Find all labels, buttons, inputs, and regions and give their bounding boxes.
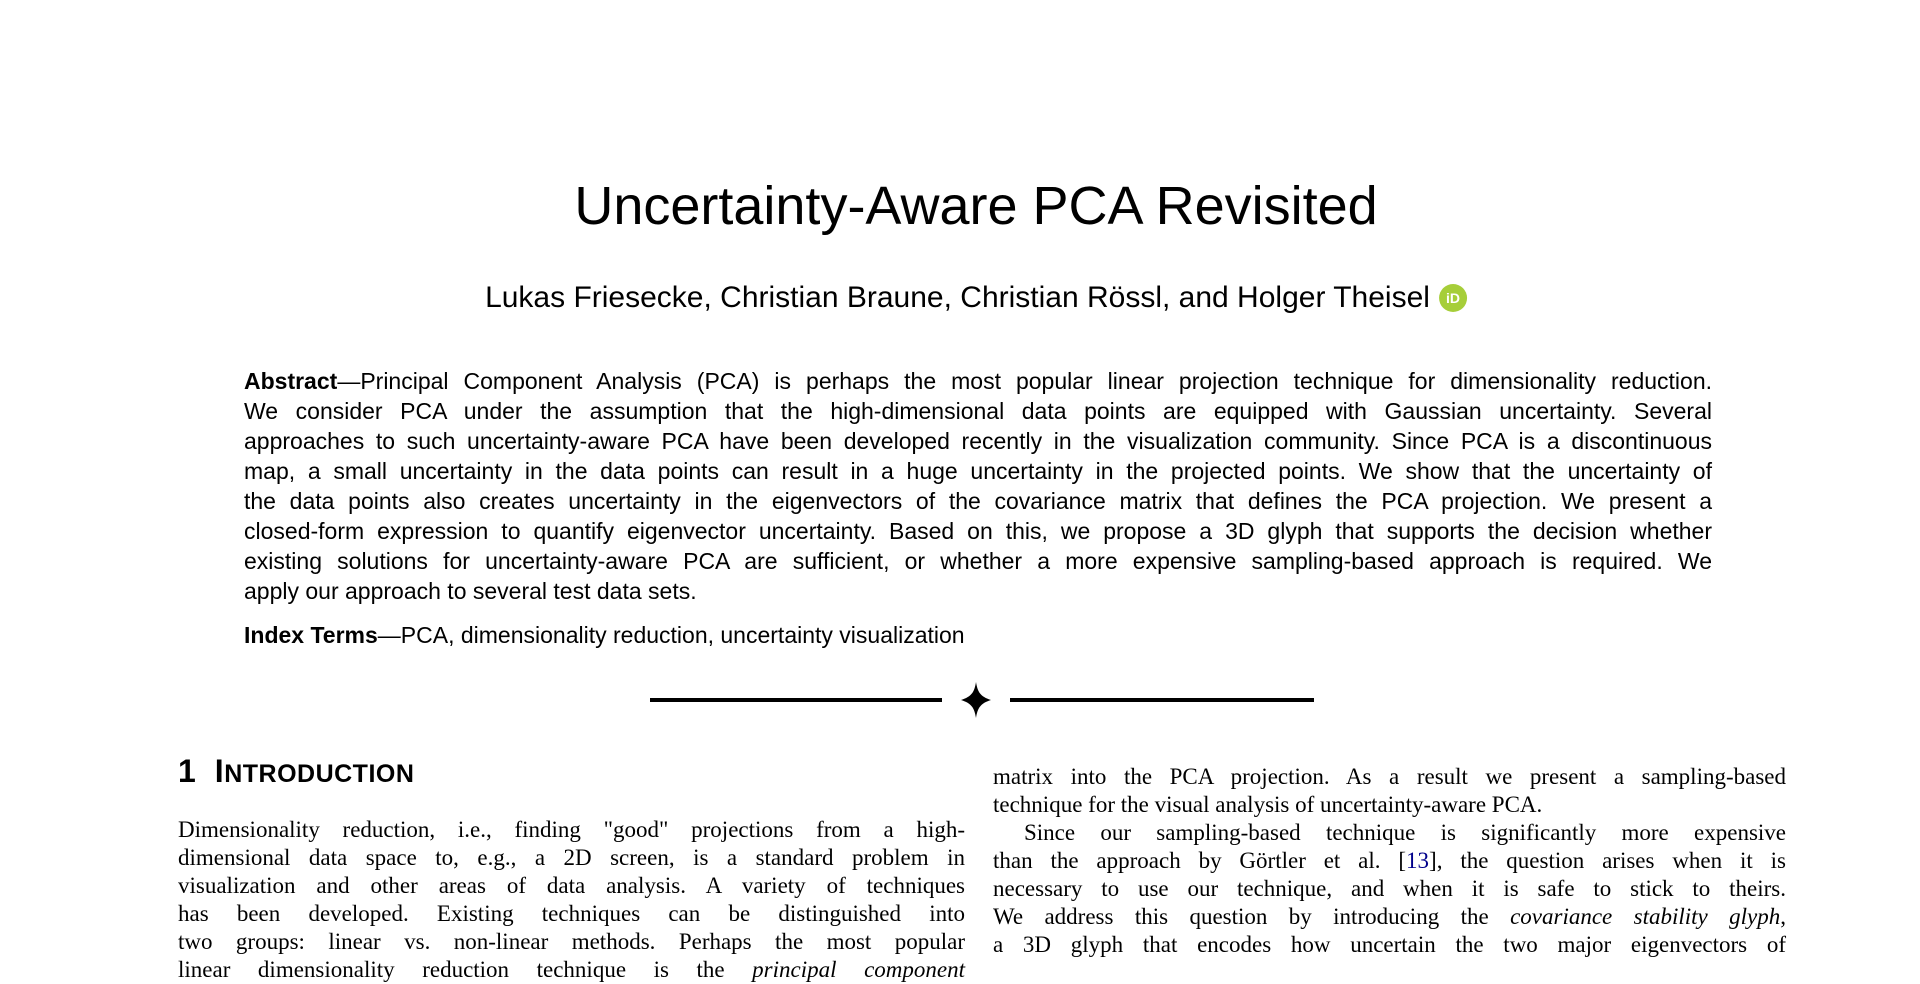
text-segment: technique for the visual analysis of uncertainty-aware PCA.: [993, 792, 1543, 817]
text-segment: linear dimensionality reduction technique is the: [178, 957, 753, 982]
text-line: [178, 816, 965, 844]
text-segment: We address this question by introducing the: [993, 904, 1511, 929]
text-line: [993, 875, 1786, 903]
text-line: [178, 956, 965, 984]
text-line: [178, 844, 965, 872]
authors-names: Lukas Friesecke, Christian Braune, Christian Rössl, and Holger Theisel: [485, 281, 1430, 314]
paper-title: Uncertainty-Aware PCA Revisited: [574, 176, 1378, 236]
citation-link[interactable]: 13: [1406, 848, 1430, 873]
text-segment: two groups: linear vs. non-linear methods. Perhaps the most popular: [178, 929, 965, 954]
authors-line: [485, 281, 1467, 315]
text-line: [178, 872, 965, 900]
text-segment: Since our sampling-based technique is significantly more expensive: [1024, 820, 1786, 845]
text-line: [244, 396, 1712, 426]
text-segment: covariance stability glyph: [1510, 904, 1781, 929]
text-segment: visualization and other areas of data analysis. A variety of techniques: [178, 873, 965, 898]
text-line: [244, 366, 1712, 396]
text-segment: the data points also creates uncertainty in the eigenvectors of the covariance matrix that defines the PCA projection. We present a: [244, 488, 1712, 514]
text-segment: ], the question arises when it is: [1429, 848, 1786, 873]
text-segment: than the approach by Görtler et al. [: [993, 848, 1407, 873]
text-line: [178, 900, 965, 928]
divider-rule-left: [650, 698, 942, 702]
text-line: [993, 931, 1786, 959]
section-title-initial: I: [214, 753, 225, 789]
section-number: 1: [178, 753, 196, 789]
section-heading-introduction: [178, 755, 414, 794]
index-terms-line: [244, 620, 1712, 650]
text-segment: matrix into the PCA projection. As a result we present a sampling-based: [993, 764, 1786, 789]
text-segment: necessary to use our technique, and when it is safe to stick to theirs.: [993, 876, 1786, 901]
orcid-icon[interactable]: iD: [1439, 284, 1467, 312]
text-segment: ,: [1780, 904, 1786, 929]
text-line: [178, 928, 965, 956]
text-line: [993, 847, 1786, 875]
body-right-column: [993, 763, 1786, 959]
text-line: [993, 903, 1786, 931]
text-segment: map, a small uncertainty in the data points can result in a huge uncertainty in the projected points. We show that the uncertainty of: [244, 458, 1712, 484]
text-line: [244, 576, 1712, 606]
text-segment: dimensional data space to, e.g., a 2D screen, is a standard problem in: [178, 845, 965, 870]
divider-rule-right: [1010, 698, 1314, 702]
divider-star-icon: [961, 682, 991, 718]
text-segment: principal component: [752, 957, 965, 982]
abstract-paragraph: [244, 366, 1712, 606]
text-segment: closed-form expression to quantify eigenvector uncertainty. Based on this, we propose a 3D glyph that supports the decision whether: [244, 518, 1712, 544]
text-segment: existing solutions for uncertainty-aware PCA are sufficient, or whether a more expensive sampling-based approach is required. We: [244, 548, 1712, 574]
text-segment: approaches to such uncertainty-aware PCA have been developed recently in the visualization community. Since PCA is a discontinuous: [244, 428, 1712, 454]
text-segment: We consider PCA under the assumption that the high-dimensional data points are equipped with Gaussian uncertainty. Several: [244, 398, 1712, 424]
text-line: [244, 516, 1712, 546]
text-segment: apply our approach to several test data sets.: [244, 578, 697, 604]
text-line: [993, 791, 1786, 819]
text-line: [993, 819, 1786, 847]
text-line: [244, 486, 1712, 516]
text-line: [244, 456, 1712, 486]
text-segment: Abstract: [244, 368, 338, 394]
text-segment: Index Terms: [244, 622, 378, 648]
text-segment: has been developed. Existing techniques can be distinguished into: [178, 901, 965, 926]
text-segment: a 3D glyph that encodes how uncertain the two major eigenvectors of: [993, 932, 1786, 957]
text-segment: —Principal Component Analysis (PCA) is perhaps the most popular linear projection technique for dimensionality reduction.: [337, 368, 1712, 394]
text-segment: —PCA, dimensionality reduction, uncertainty visualization: [377, 622, 965, 648]
section-title-rest: NTRODUCTION: [224, 760, 415, 788]
text-line: [244, 620, 1712, 650]
text-line: [244, 546, 1712, 576]
text-segment: Dimensionality reduction, i.e., finding "good" projections from a high-: [178, 817, 965, 842]
text-line: [993, 763, 1786, 791]
text-line: [244, 426, 1712, 456]
body-left-column: [178, 816, 965, 984]
